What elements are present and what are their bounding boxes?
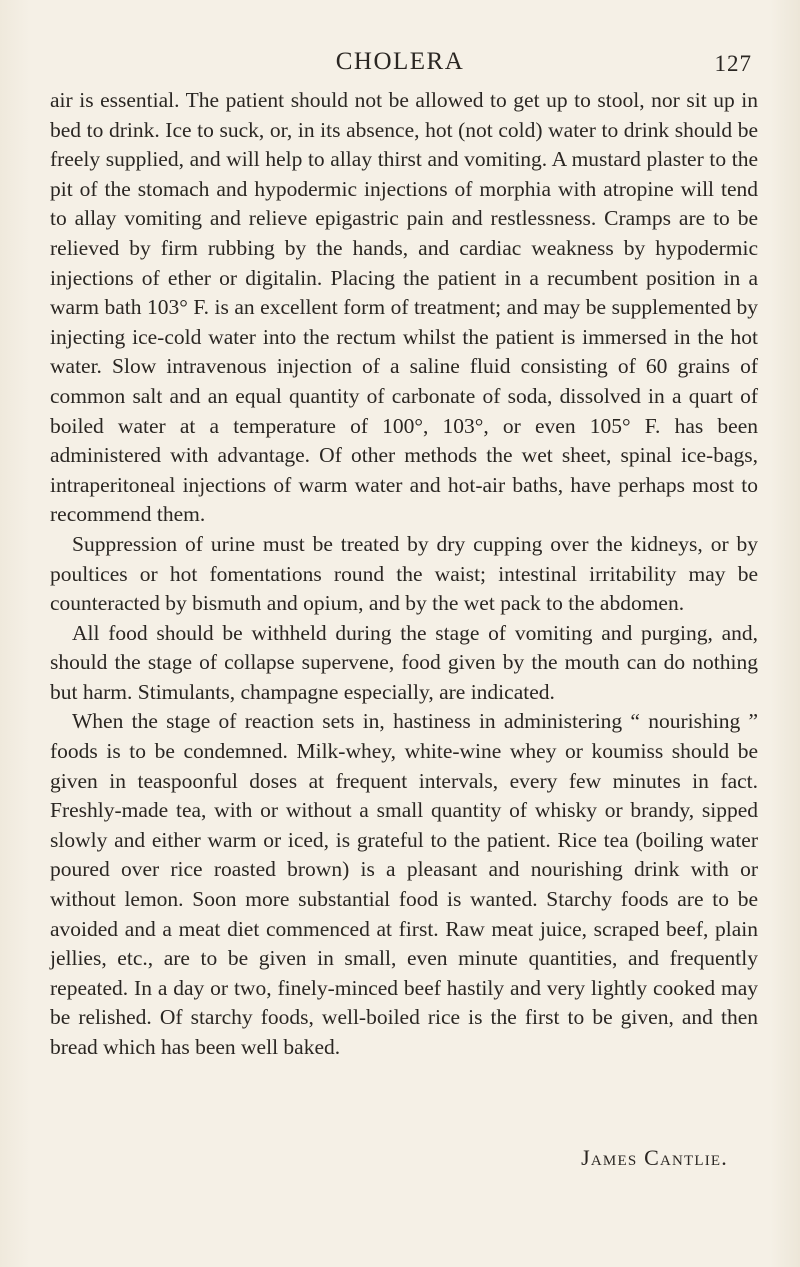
- paragraph-food-withheld: All food should be withheld during the stage of vomiting and purging, and, should the stage of collapse supervene, food given by the mouth can do nothing but harm. Stimulants, champagne especially, are indicated.: [50, 620, 758, 704]
- paragraph-reaction-stage: When the stage of reaction sets in, hastiness in administering “ nourishing ” foods is to be condemned. Milk-whey, white-wine whey or koumiss should be given in teaspoonful doses at frequent intervals, every few minutes in fact. Freshly-made tea, with or without a small quantity of whisky or brandy, sipped slowly and either warm or iced, is grateful to the patient. Rice tea (boiling water poured over rice roasted brown) is a pleasant and nourishing drink with or without lemon. Soon more substantial food is wanted. Starchy foods are to be avoided and a meat diet commenced at first. Raw meat juice, scraped beef, plain jellies, etc., are to be given in small, even minute quantities, and frequently repeated. In a day or two, finely-minced beef hastily and very lightly cooked may be relished. Of starchy foods, well-boiled rice is the first to be given, and then bread which has been well baked.: [50, 709, 758, 1059]
- author-signature: James Cantlie.: [581, 1145, 728, 1170]
- page-number: 127: [714, 51, 752, 76]
- paragraph-treatment: air is essential. The patient should not be allowed to get up to stool, nor sit up in bed to drink. Ice to suck, or, in its absence, hot (not cold) water to drink should be freely supplied, and will help to allay thirst and vomiting. A mustard plaster to the pit of the stomach and hypodermic injections of morphia with atropine will tend to allay vomiting and relieve epigastric pain and restlessness. Cramps are to be relieved by firm rubbing by the hands, and cardiac weakness by hypodermic injections of ether or digitalin. Placing the patient in a recumbent position in a warm bath 103° F. is an excellent form of treatment; and may be supplemented by injecting ice-cold water into the rectum whilst the patient is immersed in the hot water. Slow intravenous injection of a saline fluid consisting of 60 grains of common salt and an equal quantity of carbonate of soda, dissolved in a quart of boiled water at a temperature of 100°, 103°, or even 105° F. has been administered with advantage. Of other methods the wet sheet, spinal ice-bags, intraperitoneal injections of warm water and hot-air baths, have perhaps most to recommend them.: [50, 88, 758, 527]
- page-title: CHOLERA: [335, 48, 465, 75]
- body-text: [50, 86, 758, 1063]
- paragraph-urine-suppression: Suppression of urine must be treated by dry cupping over the kidneys, or by poultices or hot fomentations round the waist; intestinal irritability may be counteracted by bismuth and opium, and by the wet pack to the abdomen.: [50, 531, 758, 616]
- running-head: [0, 44, 800, 80]
